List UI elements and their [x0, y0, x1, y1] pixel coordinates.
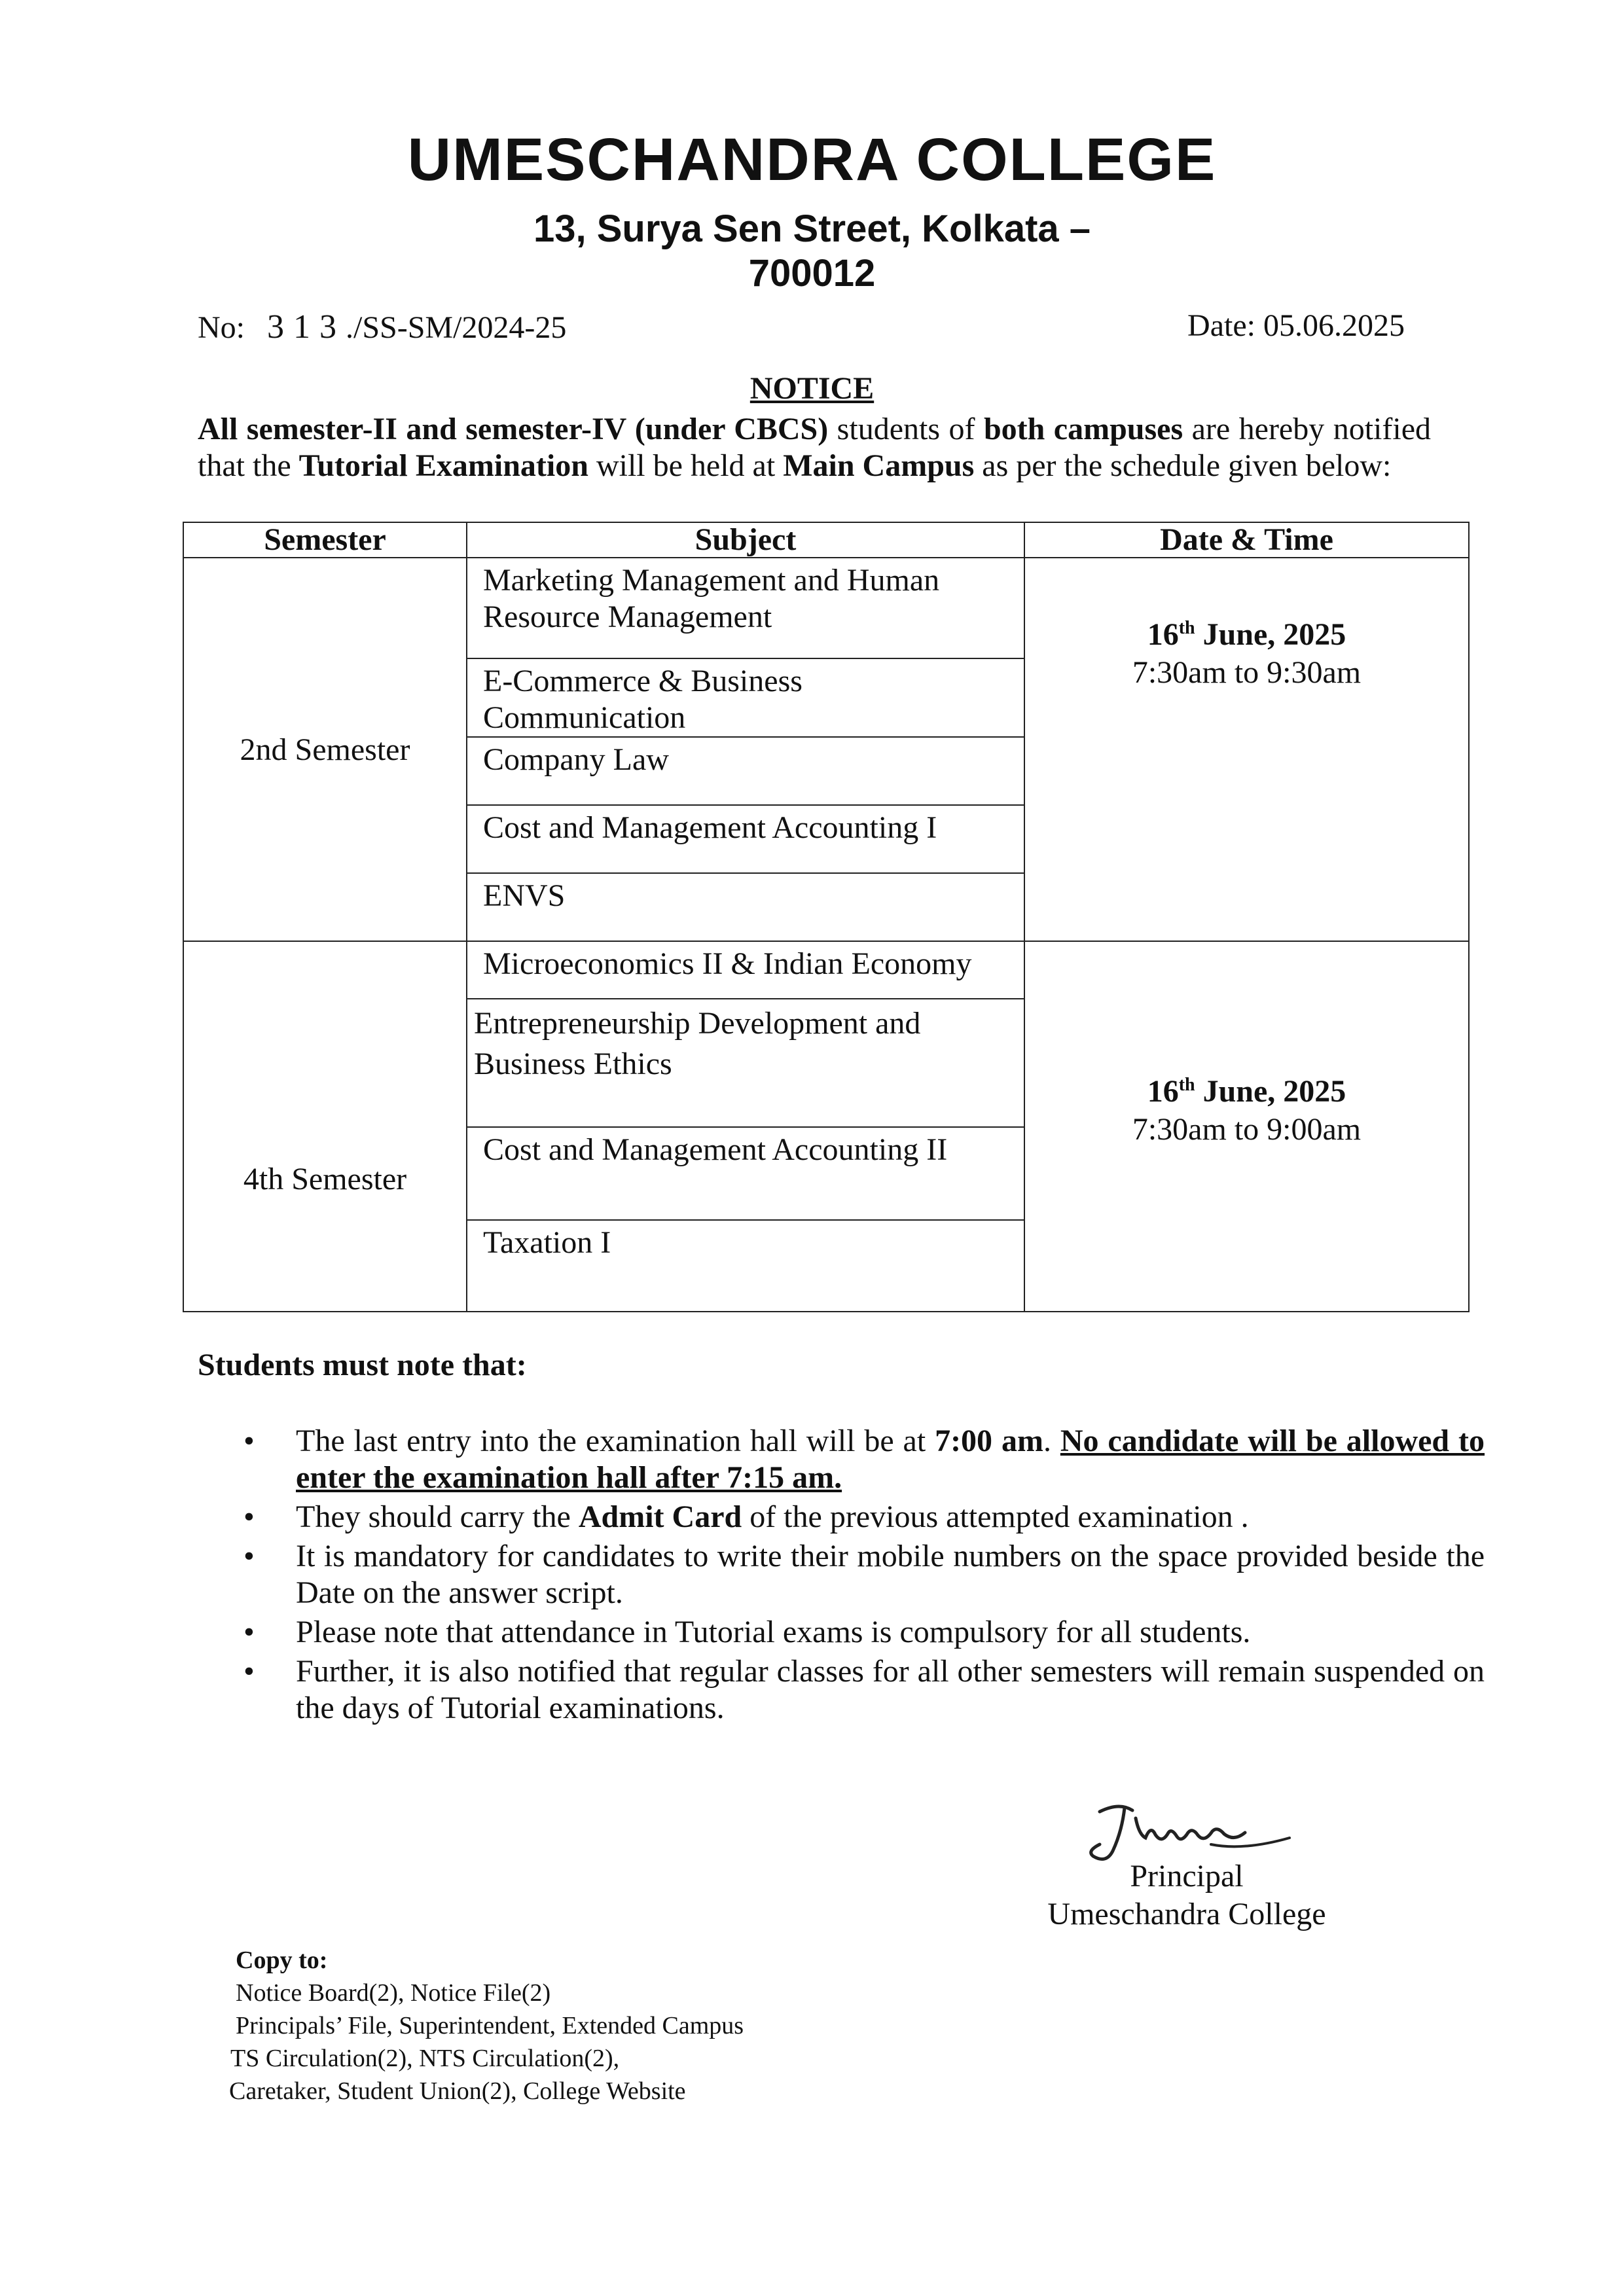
- bullet-icon: •: [244, 1654, 255, 1689]
- subject-cell: Marketing Management and Human Resource Management: [467, 558, 1024, 658]
- intro-semesters: All semester-II and semester-IV (under CBCS): [198, 412, 829, 446]
- date-time-cell-2nd: [1024, 558, 1469, 941]
- note-text: The last entry into the examination hall will be at: [296, 1424, 935, 1458]
- table-row: [183, 941, 1469, 999]
- date-suffix: th: [1178, 618, 1195, 638]
- table-row: [183, 558, 1469, 658]
- note-text: .: [1043, 1424, 1060, 1458]
- header-date-time: Date & Time: [1024, 522, 1469, 558]
- notes-title: Students must note that:: [198, 1348, 527, 1382]
- intro-text-3: will be held at: [588, 448, 784, 483]
- date-month-year: June, 2025: [1195, 1074, 1346, 1109]
- copy-to-line: TS Circulation(2), NTS Circulation(2),: [230, 2045, 620, 2072]
- address-line-2: 700012: [748, 252, 876, 295]
- bullet-icon: •: [244, 1539, 255, 1573]
- note-admit-card: Admit Card: [578, 1499, 742, 1534]
- signatory-title: Principal: [1130, 1859, 1244, 1893]
- intro-text-2: are hereby notified that the: [198, 412, 1432, 483]
- date-suffix: th: [1178, 1075, 1195, 1095]
- subject-cell: Taxation I: [467, 1220, 1024, 1312]
- ref-no-handwritten: 313: [267, 308, 346, 346]
- note-no-entry-warning: No candidate will be allowed to enter the examination hall after 7:15 am.: [296, 1424, 1485, 1495]
- note-text: It is mandatory for candidates to write their mobile numbers on the space provided beside the Date on the answer script.: [296, 1539, 1485, 1610]
- college-address: [0, 207, 1624, 296]
- date-day: 16: [1147, 617, 1179, 652]
- note-text: Please note that attendance in Tutorial exams is compulsory for all students.: [296, 1615, 1251, 1649]
- copy-to-title: Copy to:: [236, 1946, 328, 1974]
- date-month-year: June, 2025: [1195, 617, 1346, 652]
- subject-cell: Microeconomics II & Indian Economy: [467, 941, 1024, 999]
- ref-no-suffix: ./SS-SM/2024-25: [346, 310, 567, 345]
- note-text: They should carry the: [296, 1499, 579, 1534]
- exam-date: [1025, 616, 1468, 654]
- copy-to-block: [229, 1944, 744, 2108]
- address-line-1: 13, Surya Sen Street, Kolkata –: [533, 207, 1091, 250]
- copy-to-line: Principals’ File, Superintendent, Extended Campus: [236, 2012, 744, 2039]
- notice-intro: [198, 411, 1431, 484]
- copy-to-line: Notice Board(2), Notice File(2): [236, 1979, 551, 2007]
- exam-schedule-table: [183, 522, 1470, 1312]
- copy-to-line: Caretaker, Student Union(2), College Website: [229, 2077, 686, 2105]
- list-item: [244, 1653, 1485, 1727]
- intro-venue: Main Campus: [783, 448, 975, 483]
- semester-cell-2nd: 2nd Semester: [183, 558, 467, 941]
- note-text: of the previous attempted examination .: [742, 1499, 1249, 1534]
- subject-cell: Cost and Management Accounting I: [467, 805, 1024, 873]
- intro-exam-name: Tutorial Examination: [298, 448, 588, 483]
- intro-text-4: as per the schedule given below:: [974, 448, 1392, 483]
- semester-cell-4th: [183, 941, 467, 1312]
- exam-date: [1025, 1073, 1468, 1111]
- notice-title: NOTICE: [749, 371, 875, 406]
- college-name: UMESCHANDRA COLLEGE: [407, 126, 1217, 193]
- list-item: [244, 1614, 1485, 1651]
- table-header-row: [183, 522, 1469, 558]
- intro-text-1: students of: [828, 412, 984, 446]
- bullet-icon: •: [244, 1424, 255, 1458]
- exam-time: 7:30am to 9:00am: [1132, 1112, 1362, 1147]
- subject-cell: E-Commerce & Business Communication: [467, 658, 1024, 737]
- bullet-icon: •: [244, 1499, 255, 1534]
- header-subject: Subject: [467, 522, 1024, 558]
- notice-date: Date: 05.06.2025: [1187, 308, 1405, 343]
- date-time-cell-4th: [1024, 941, 1469, 1312]
- ref-no-label: No:: [198, 310, 245, 345]
- header-semester: Semester: [183, 522, 467, 558]
- signatory-block: [1046, 1857, 1327, 1933]
- list-item: [244, 1499, 1485, 1535]
- note-last-entry-time: 7:00 am: [935, 1424, 1043, 1458]
- notes-list: [242, 1423, 1485, 1729]
- list-item: [244, 1423, 1485, 1496]
- bullet-icon: •: [244, 1615, 255, 1649]
- subject-cell: Entrepreneurship Development and Business Ethics: [467, 999, 1024, 1127]
- subject-cell: Company Law: [467, 737, 1024, 805]
- list-item: [244, 1538, 1485, 1611]
- intro-campuses: both campuses: [983, 412, 1183, 446]
- subject-cell: ENVS: [467, 873, 1024, 941]
- note-text: Further, it is also notified that regular classes for all other semesters will remain suspended on the days of Tutorial examinations.: [296, 1654, 1485, 1725]
- exam-time: 7:30am to 9:30am: [1132, 655, 1362, 690]
- semester-label-4th: 4th Semester: [243, 1161, 407, 1196]
- signatory-institution: Umeschandra College: [1047, 1897, 1326, 1931]
- date-day: 16: [1147, 1074, 1179, 1109]
- reference-number: [198, 308, 566, 346]
- subject-cell: Cost and Management Accounting II: [467, 1127, 1024, 1220]
